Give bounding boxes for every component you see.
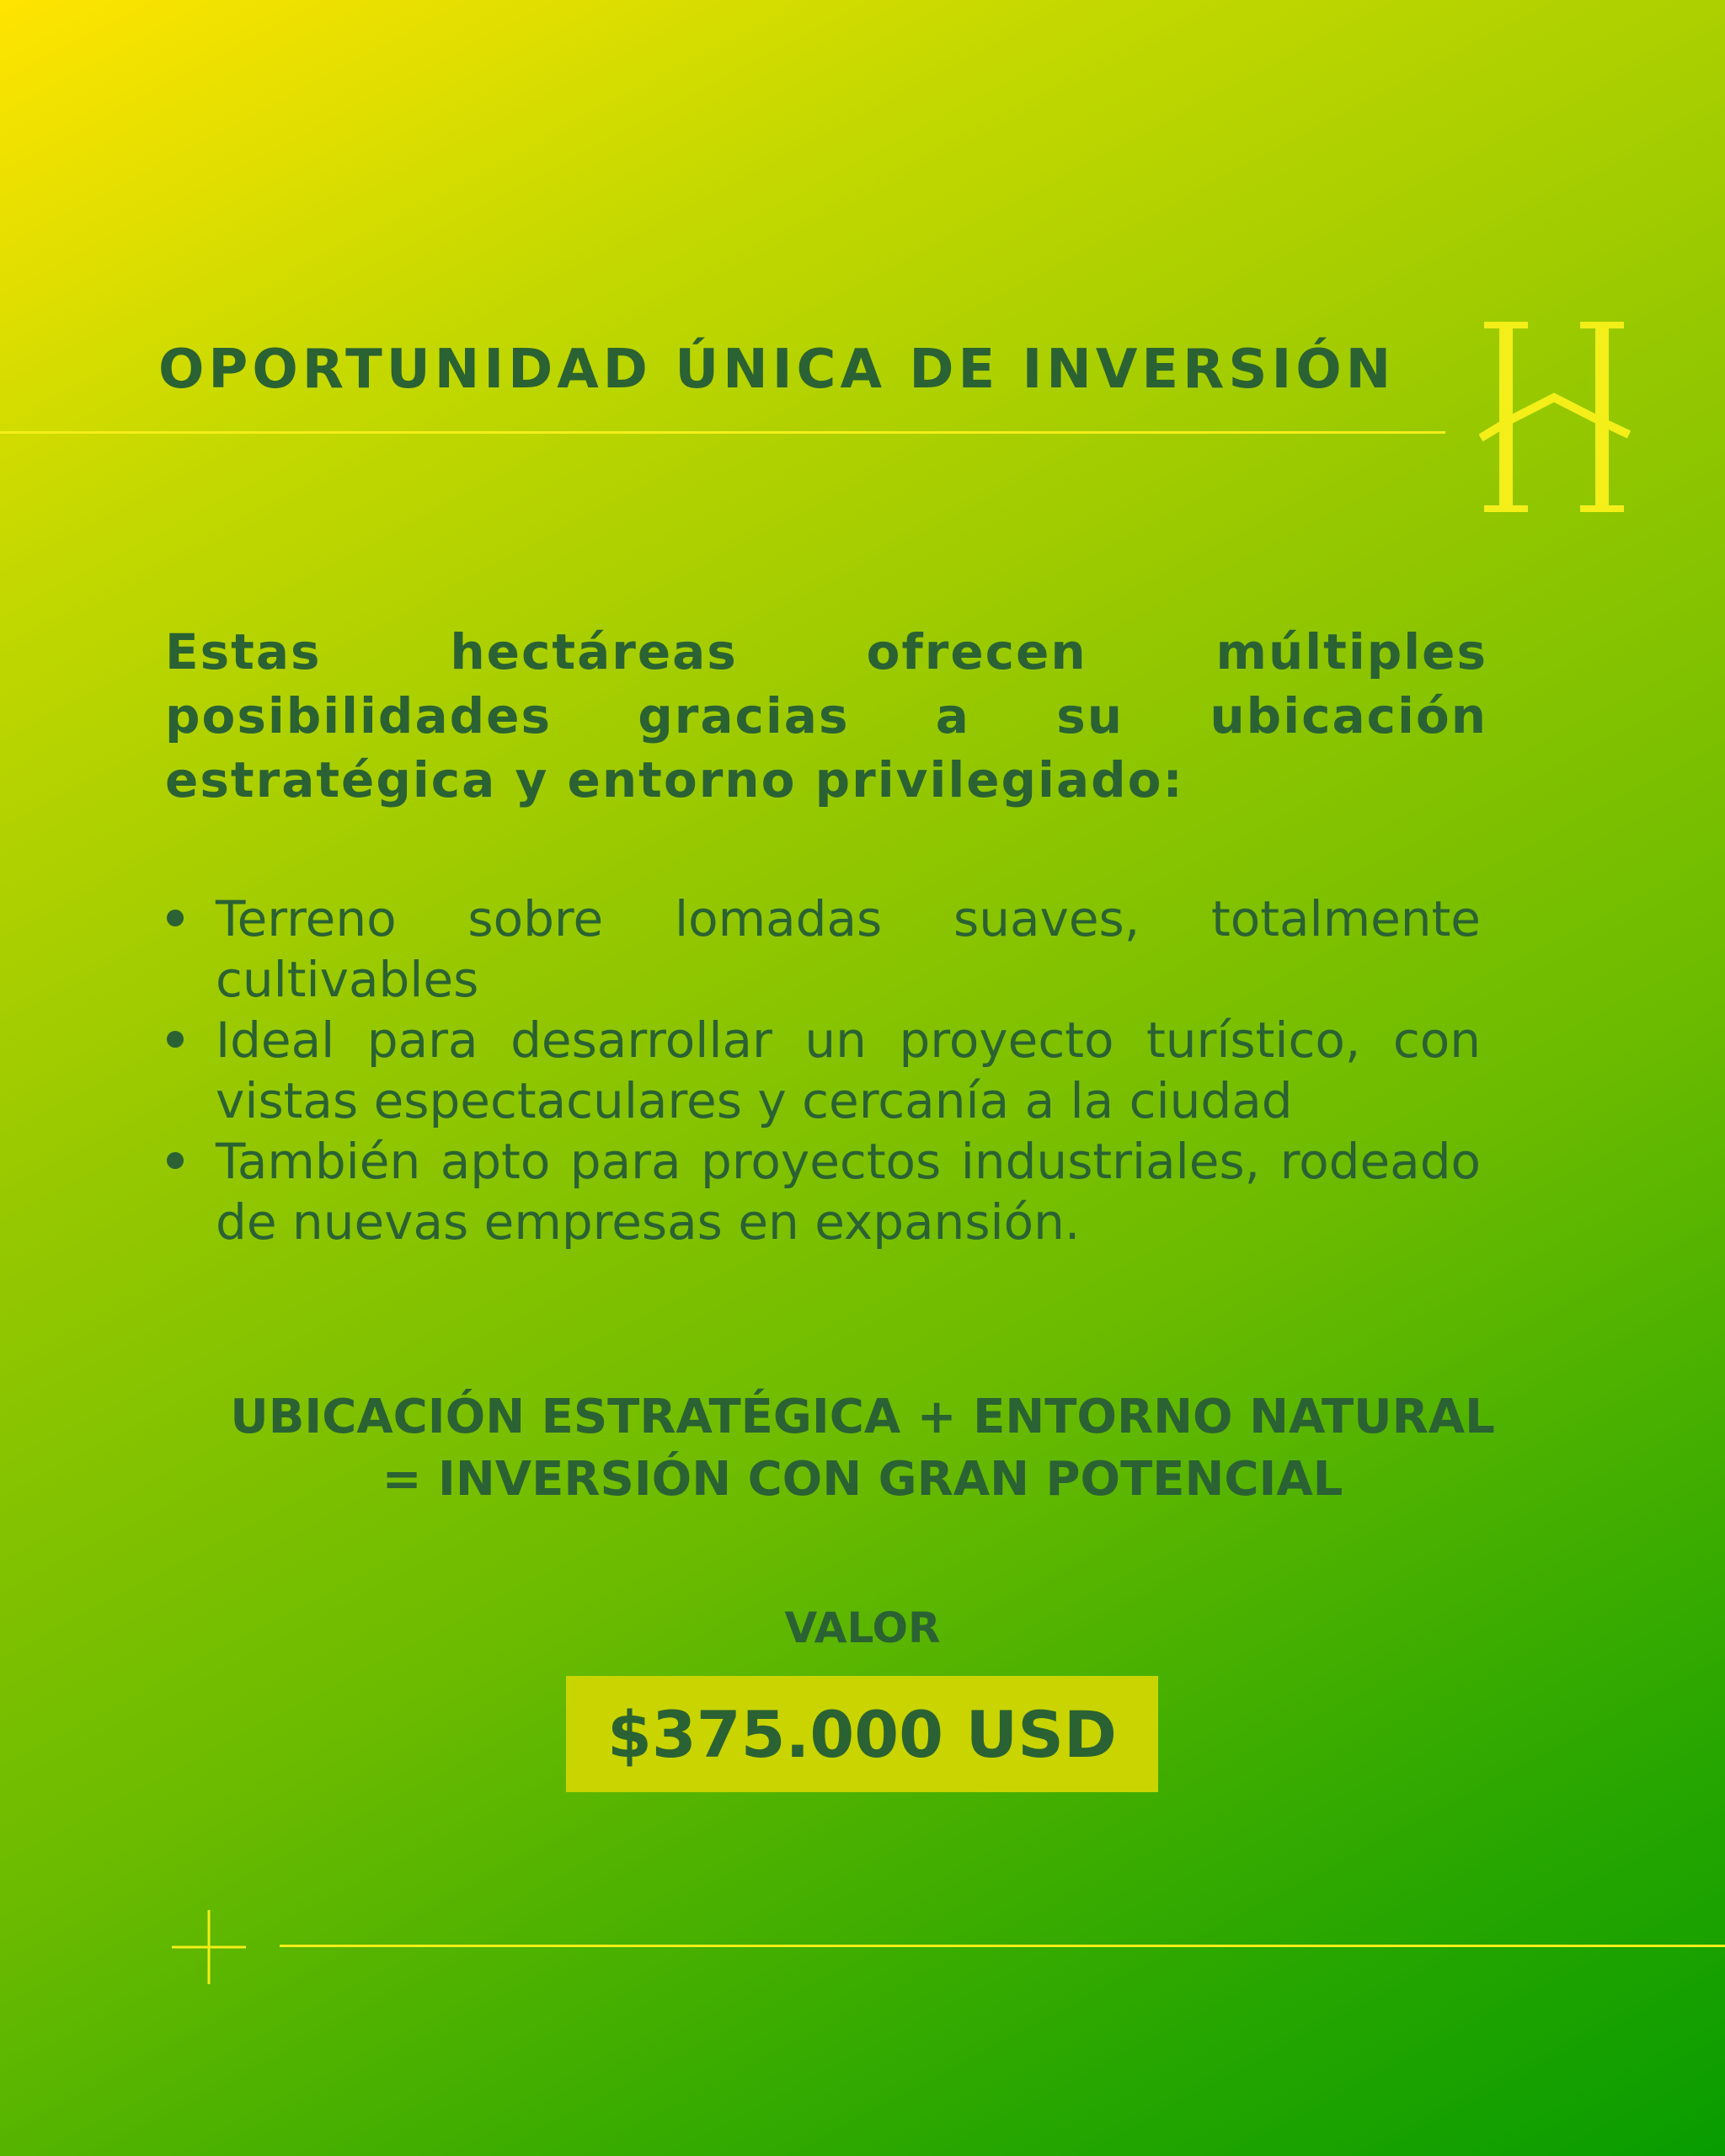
list-item xyxy=(165,889,1481,1010)
slogan xyxy=(0,1386,1725,1511)
bullet-icon xyxy=(167,1152,184,1169)
list-item xyxy=(165,1131,1481,1252)
slogan-line-2: = INVERSIÓN CON GRAN POTENCIAL xyxy=(382,1452,1343,1507)
crosshair-icon xyxy=(170,1908,248,1986)
footer-divider xyxy=(280,1945,1725,1947)
serif-letter-h-logo-icon xyxy=(1479,320,1631,514)
feature-text: Terreno sobre lomadas suaves, totalmente cultivables xyxy=(216,890,1481,1008)
feature-text: También apto para proyectos industriales, rodeado de nuevas empresas en expansión. xyxy=(216,1133,1481,1251)
intro-paragraph: Estas hectáreas ofrecen múltiples posibilidades gracias a su ubicación estratégica y entorno privilegiado: xyxy=(165,623,1487,808)
price-box xyxy=(566,1676,1158,1792)
slogan-line-1: UBICACIÓN ESTRATÉGICA + ENTORNO NATURAL xyxy=(230,1390,1495,1444)
page-title: OPORTUNIDAD ÚNICA DE INVERSIÓN xyxy=(158,339,1396,401)
value-label: VALOR xyxy=(784,1604,941,1652)
bullet-icon xyxy=(167,910,184,926)
header-divider xyxy=(0,431,1445,434)
bullet-icon xyxy=(167,1031,184,1048)
features-list xyxy=(165,889,1481,1252)
price-value: $375.000 USD xyxy=(606,1696,1118,1772)
feature-text: Ideal para desarrollar un proyecto turístico, con vistas espectaculares y cercanía a la ciudad xyxy=(216,1011,1481,1129)
list-item xyxy=(165,1010,1481,1131)
